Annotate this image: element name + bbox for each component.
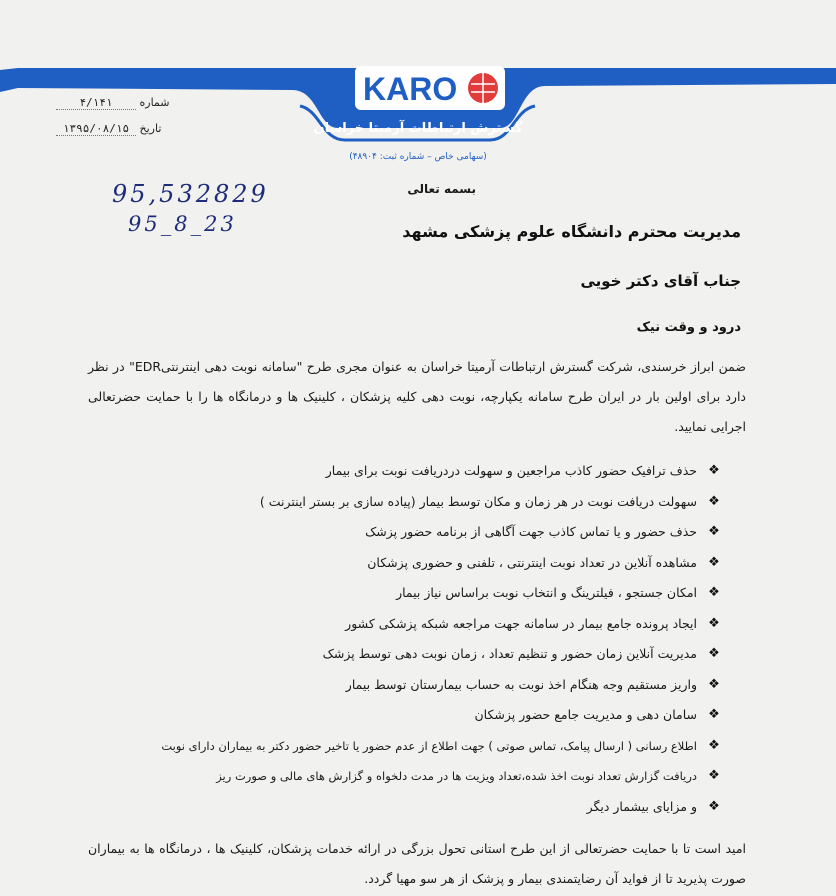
closing-paragraph: امید است تا با حمایت حضرتعالی از این طرح استانی تحول بزرگی در ارائه خدمات پزشکان، کلینیک ها ، درمانگاه ها به بیماران صورت پذیرید تا از فواید آن رضایتمندی بیمار و پزشک از هر سو مهیا گردد. — [88, 841, 746, 886]
letter-date-label: تاریخ — [139, 122, 162, 135]
letter-date-row — [52, 122, 161, 136]
diamond-bullet-icon: ❖ — [708, 798, 720, 814]
diamond-bullet-icon: ❖ — [708, 768, 720, 783]
list-item: ❖ واریز مستقیم وجه هنگام اخذ نوبت به حساب بیمارستان توسط بیمار — [81, 670, 721, 701]
list-item: ❖ مدیریت آنلاین زمان حضور و تنظیم تعداد ، زمان نوبت دهی توسط پزشک — [81, 639, 721, 670]
letter-date-value: ۱۳۹۵/۰۸/۱۵ — [56, 122, 136, 136]
addressee-person: جناب آقای دکتر خویی — [580, 272, 741, 290]
diamond-bullet-icon: ❖ — [708, 493, 720, 509]
letter-number-label: شماره — [139, 96, 170, 109]
diamond-bullet-icon: ❖ — [708, 676, 720, 692]
svg-text:KARO: KARO — [363, 71, 458, 107]
list-item: ❖ حذف ترافیک حضور کاذب مراجعین و سهولت دردریافت نوبت برای بیمار — [81, 456, 721, 487]
list-item: ❖ ایجاد پرونده جامع بیمار در سامانه جهت مراجعه شبکه پزشکی کشور — [81, 609, 721, 640]
diamond-bullet-icon: ❖ — [708, 707, 720, 722]
company-name: گسترش ارتباطات آرمیتا خراسان — [313, 121, 523, 136]
list-item: ❖ اطلاع رسانی ( ارسال پیامک، تماس صوتی ) جهت اطلاع از عدم حضور یا تاخیر حضور دکتر به بیماران دارای نوبت — [81, 731, 721, 762]
diamond-bullet-icon: ❖ — [708, 463, 720, 478]
letter-number-value: ۴/۱۴۱ — [56, 96, 136, 110]
diamond-bullet-icon: ❖ — [708, 585, 720, 600]
list-item: ❖ و مزایای بیشمار دیگر — [81, 792, 721, 823]
diamond-bullet-icon: ❖ — [708, 524, 720, 539]
greeting: درود و وقت نیک — [636, 320, 741, 335]
company-registration: (سهامی خاص – شماره ثبت: ۴۸۹۰۴) — [349, 152, 487, 162]
list-item: ❖ حذف حضور و یا تماس کاذب جهت آگاهی از برنامه حضور پزشک — [81, 517, 721, 548]
diamond-bullet-icon: ❖ — [708, 646, 720, 661]
list-item: ❖ دریافت گزارش تعداد نوبت اخذ شده،تعداد ویزیت ها در مدت دلخواه و گزارش های مالی و صورت ریز — [81, 761, 721, 792]
list-item: ❖ مشاهده آنلاین در تعداد نوبت اینترنتی ، تلفنی و حضوری پزشکان — [81, 548, 721, 579]
intro-paragraph: ضمن ابراز خرسندی، شرکت گسترش ارتباطات آرمیتا خراسان به عنوان مجری طرح "سامانه نوبت دهی اینترنتیEDR" در نظر دارد برای اولین بار در ایران طرح سامانه یکپارچه، نوبت دهی کلیه پزشکان ، کلینیک ها و درمانگاه ها را با حمایت حضرتعالی اجرایی نمایید. — [88, 359, 747, 434]
handwritten-registration-number: 95,532829 — [112, 180, 269, 208]
basmala: بسمه تعالی — [407, 182, 476, 196]
karo-logo — [355, 62, 505, 114]
benefits-list — [81, 456, 721, 822]
list-item: ❖ امکان جستجو ، فیلترینگ و انتخاب نوبت براساس نیاز بیمار — [81, 578, 721, 609]
handwritten-registration-date: 95_8_23 — [128, 212, 237, 236]
letter-number-row — [52, 96, 170, 110]
diamond-bullet-icon: ❖ — [708, 615, 720, 631]
diamond-bullet-icon: ❖ — [708, 737, 720, 753]
list-item: ❖ سهولت دریافت نوبت در هر زمان و مکان توسط بیمار (پیاده سازی بر بستر اینترنت ) — [81, 487, 721, 518]
diamond-bullet-icon: ❖ — [708, 554, 720, 570]
list-item: ❖ سامان دهی و مدیریت جامع حضور پزشکان — [81, 700, 721, 731]
addressee-organization: مدیریت محترم دانشگاه علوم پزشکی مشهد — [402, 222, 741, 241]
